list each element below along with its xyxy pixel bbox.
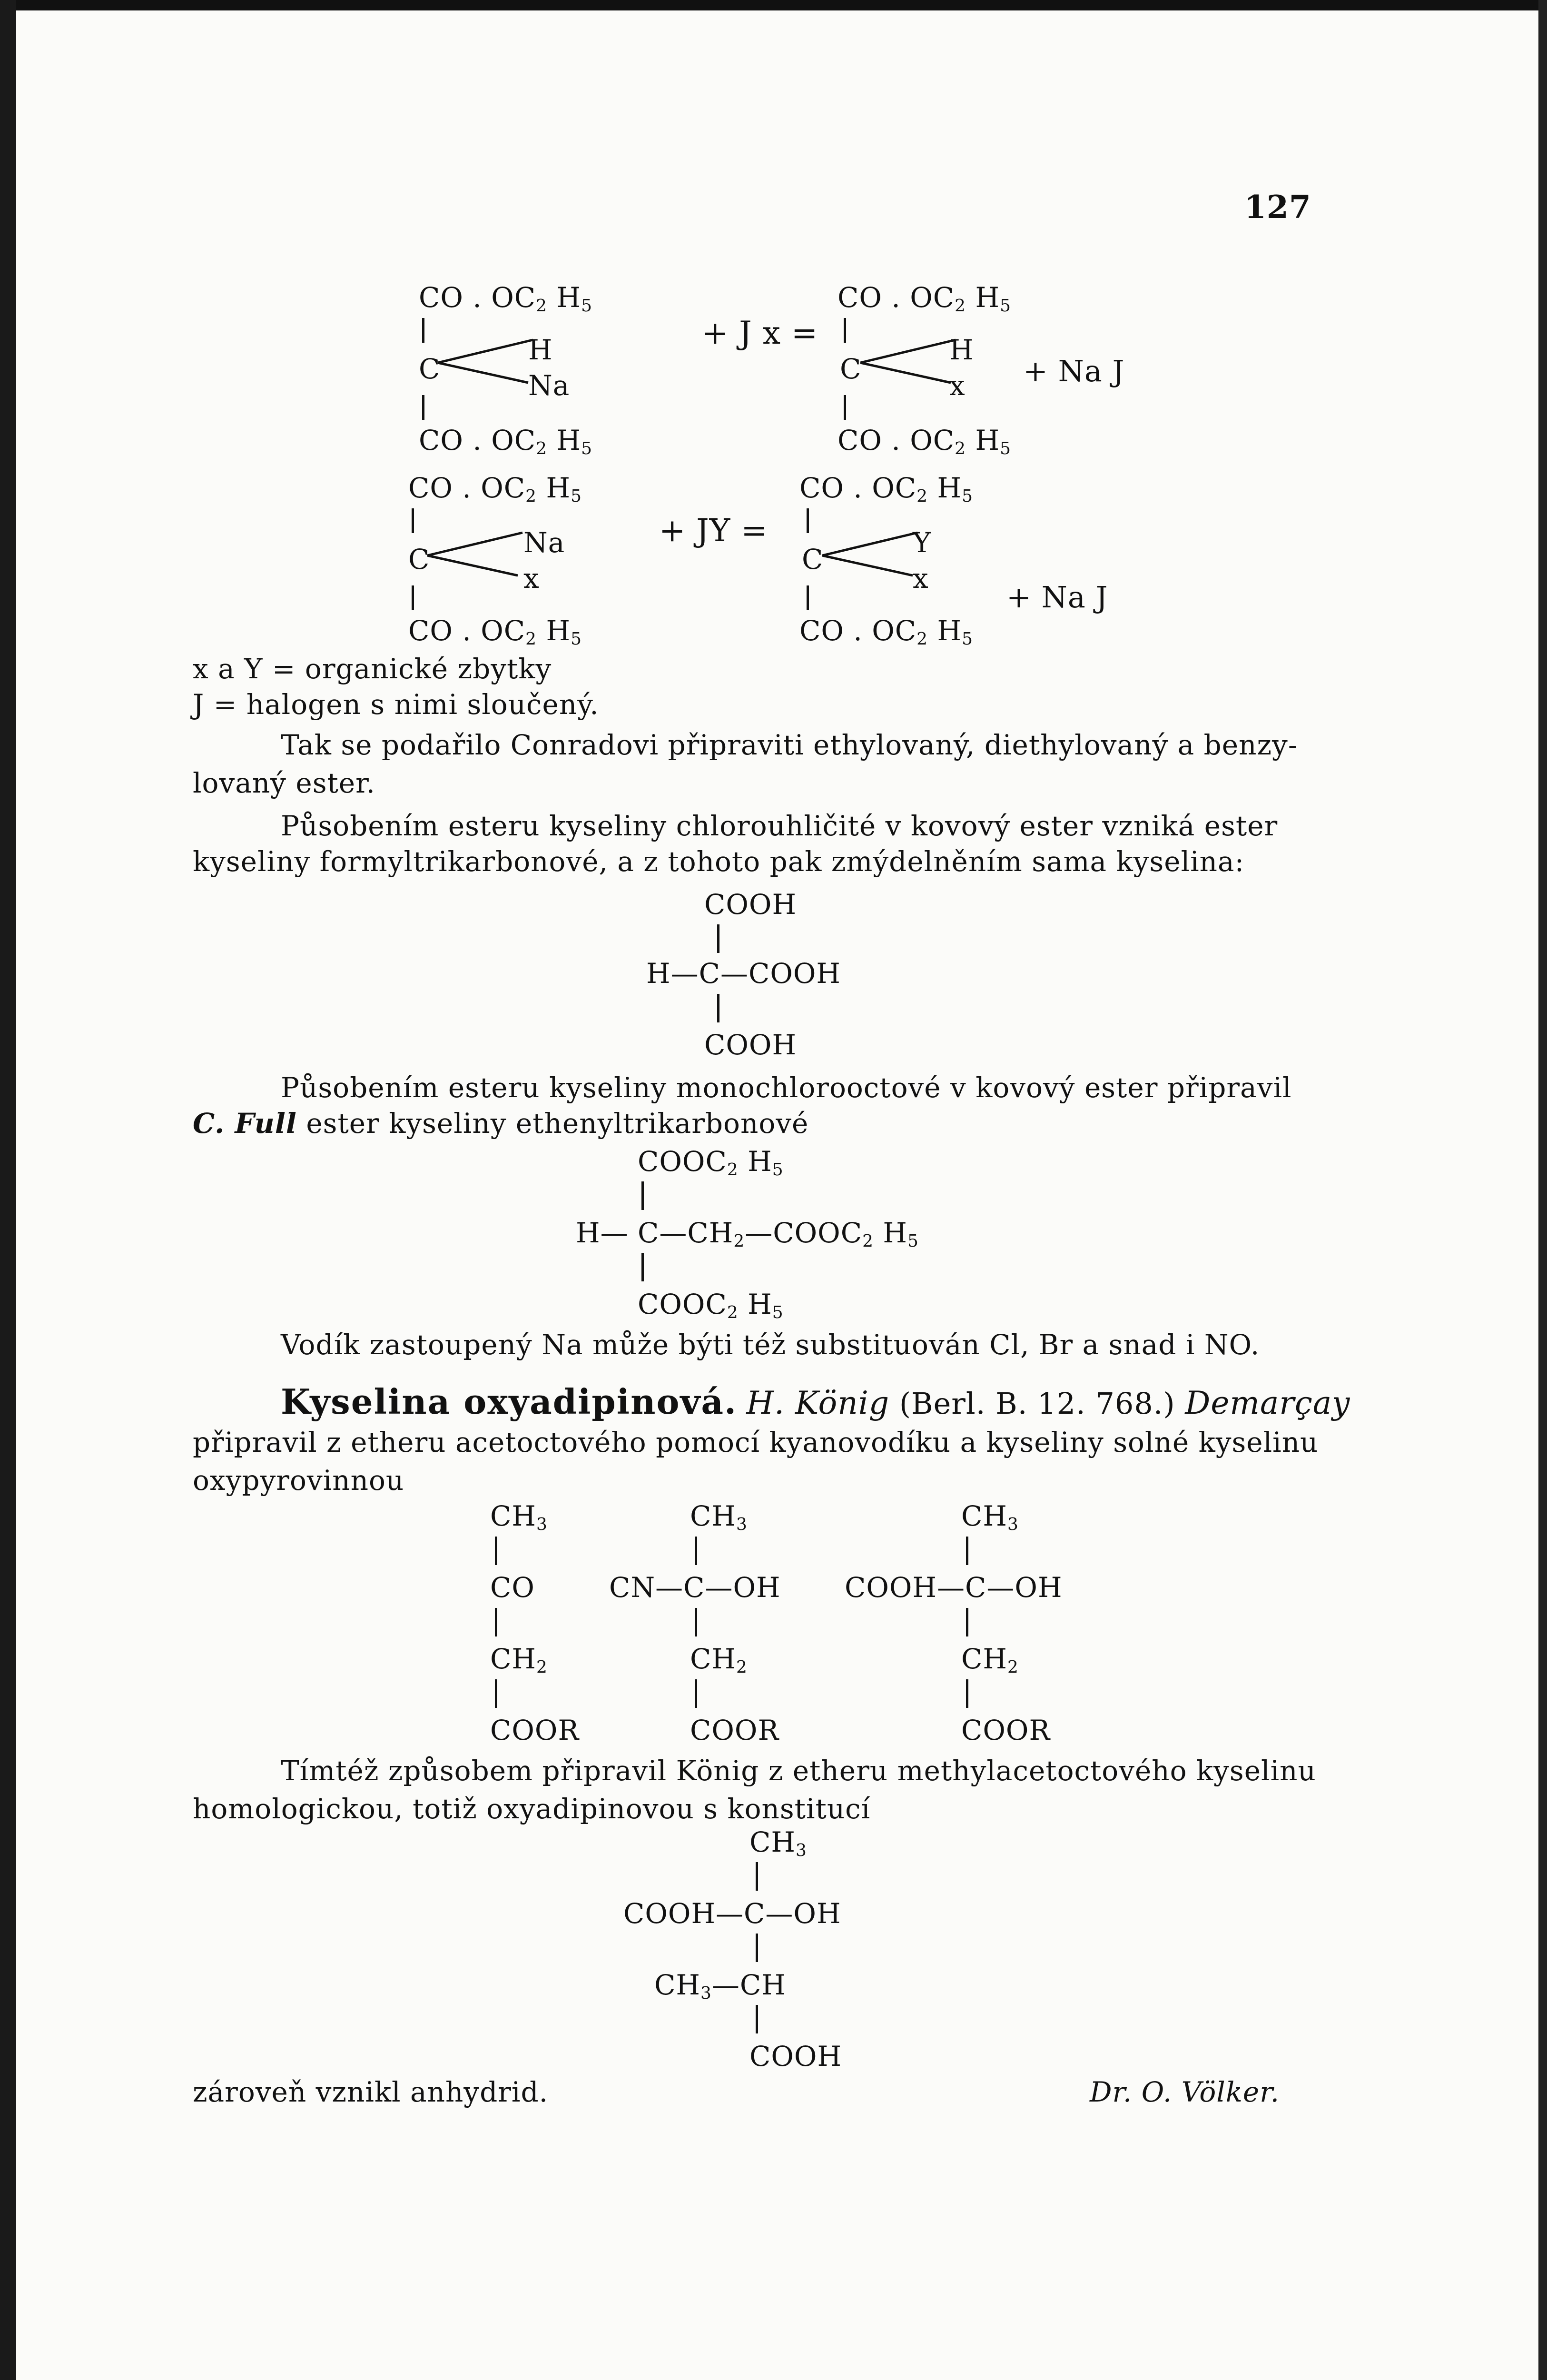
formula-3b-ch3: $CH_3$ (690, 1500, 748, 1534)
eq1-left-top: CO . $OC_2$ $H_5$ (419, 281, 592, 316)
formula-1-middle: H—C—COOH (646, 957, 841, 990)
bond-vertical (412, 585, 414, 610)
bond-vertical (717, 924, 719, 953)
section-line-3: oxypyrovinnou (193, 1464, 404, 1497)
eq1-left-h: H (528, 334, 553, 366)
formula-3a-co: CO (490, 1571, 535, 1604)
formula-3c-ch3: $CH_3$ (961, 1500, 1019, 1534)
footer-left: zároveň vznikl anhydrid. (193, 2076, 549, 2108)
bond-vertical (966, 1537, 968, 1565)
paragraph-5-line-2: homologickou, totiž oxyadipinovou s konstitucí (193, 1793, 871, 1825)
formula-2-bottom: $COOC_2$ $H_5$ (638, 1288, 784, 1322)
paragraph-4: Vodík zastoupený Na může býti též substituován Cl, Br a snad i NO. (281, 1329, 1260, 1361)
paragraph-2-line-2: kyseliny formyltrikarbonové, a z tohoto pak zmýdelněním sama kyselina: (193, 845, 1245, 878)
bond-fork (438, 333, 533, 386)
bond-vertical (641, 1181, 644, 1210)
bond-vertical (756, 1862, 758, 1891)
formula-3b-middle: CN—C—OH (609, 1571, 781, 1604)
formula-3c-coor: COOR (961, 1714, 1051, 1746)
formula-3a-ch3: $CH_3$ (490, 1500, 548, 1534)
paragraph-3-line-1: Působením esteru kyseliny monochlorooctové v kovový ester připravil (281, 1071, 1292, 1104)
eq2-right-x: x (913, 562, 929, 595)
legend-line-2: J = halogen s nimi sloučený. (193, 688, 599, 721)
bond-vertical (844, 395, 846, 420)
legend-line-1: x a Y = organické zbytky (193, 653, 552, 685)
bond-vertical (422, 318, 424, 343)
formula-3b-coor: COOR (690, 1714, 779, 1746)
eq1-left-bottom: CO . $OC_2$ $H_5$ (419, 424, 592, 458)
bond-vertical (641, 1253, 644, 1281)
eq2-right-top: CO . $OC_2$ $H_5$ (799, 472, 973, 506)
formula-4-row2: COOH—C—OH (623, 1897, 841, 1930)
bond-vertical (495, 1608, 497, 1636)
bond-fork (427, 526, 522, 578)
bond-vertical (807, 508, 809, 533)
eq2-left-x: x (523, 562, 540, 595)
bond-vertical (844, 318, 846, 343)
bond-vertical (495, 1537, 497, 1565)
bond-vertical (966, 1608, 968, 1636)
formula-3a-ch2: $CH_2$ (490, 1643, 548, 1677)
eq1-operator: + J x = (702, 315, 818, 351)
formula-3c-middle: COOH—C—OH (845, 1571, 1063, 1604)
section-heading: Kyselina oxyadipinová. H. König (Berl. B. 12. 768.) Demarçay (281, 1381, 1350, 1422)
eq2-left-top: CO . $OC_2$ $H_5$ (408, 472, 582, 506)
bond-vertical (422, 395, 424, 420)
eq1-left-na: Na (528, 369, 570, 402)
bond-fork (822, 526, 917, 578)
formula-3c-ch2: $CH_2$ (961, 1643, 1019, 1677)
bond-vertical (695, 1537, 697, 1565)
eq2-right-bottom: CO . $OC_2$ $H_5$ (799, 615, 973, 649)
formula-4-row3: $CH_3—CH$ (654, 1969, 786, 2003)
formula-1-bottom: COOH (704, 1029, 797, 1061)
bond-fork (860, 333, 956, 386)
paragraph-3-line-2: C. Full ester kyseliny ethenyltrikarbonové (193, 1107, 809, 1140)
formula-3a-coor: COOR (490, 1714, 580, 1746)
page (16, 10, 1538, 2380)
bond-vertical (966, 1679, 968, 1708)
paragraph-1-line-1: Tak se podařilo Conradovi připraviti ethylovaný, diethylovaný a benzy- (281, 729, 1298, 761)
formula-4-bottom: COOH (749, 2040, 842, 2073)
paragraph-2-line-1: Působením esteru kyseliny chlorouhličité v kovový ester vzniká ester (281, 810, 1278, 842)
eq1-product: + Na J (1023, 354, 1125, 388)
eq1-left-carbon: C (419, 353, 441, 385)
bond-vertical (695, 1679, 697, 1708)
eq2-left-bottom: CO . $OC_2$ $H_5$ (408, 615, 582, 649)
eq2-left-carbon: C (408, 543, 430, 575)
bond-vertical (695, 1608, 697, 1636)
bond-vertical (412, 508, 414, 533)
eq2-operator: + JY = (659, 512, 768, 549)
eq1-right-top: CO . $OC_2$ $H_5$ (838, 281, 1011, 316)
footer-signature: Dr. O. Völker. (1090, 2076, 1280, 2108)
page-number: 127 (1244, 188, 1311, 226)
bond-vertical (807, 585, 809, 610)
eq1-right-h: H (949, 334, 974, 366)
scan-border-right (1538, 0, 1547, 2380)
paragraph-5-line-1: Tímtéž způsobem připravil König z etheru methylacetoctového kyselinu (281, 1755, 1316, 1787)
bond-vertical (756, 1934, 758, 1962)
formula-3b-ch2: $CH_2$ (690, 1643, 748, 1677)
eq2-right-carbon: C (802, 543, 824, 575)
scan-border-left (0, 0, 16, 2380)
bond-vertical (756, 2005, 758, 2033)
eq2-product: + Na J (1006, 580, 1108, 615)
section-line-2: připravil z etheru acetoctového pomocí kyanovodíku a kyseliny solné kyselinu (193, 1426, 1319, 1458)
formula-2-middle: H— $C—CH_2—COOC_2$ $H_5$ (576, 1217, 919, 1251)
paragraph-1-line-2: lovaný ester. (193, 767, 375, 799)
formula-4-ch3: $CH_3$ (749, 1826, 807, 1860)
formula-2-top: $COOC_2$ $H_5$ (638, 1145, 784, 1180)
eq1-right-carbon: C (840, 353, 862, 385)
scan-border-top (0, 0, 1547, 10)
bond-vertical (717, 994, 719, 1022)
eq2-right-y: Y (913, 526, 932, 559)
eq1-right-x: x (949, 369, 966, 402)
formula-1-top: COOH (704, 888, 797, 921)
bond-vertical (495, 1679, 497, 1708)
eq1-right-bottom: CO . $OC_2$ $H_5$ (838, 424, 1011, 458)
eq2-left-na: Na (523, 526, 565, 559)
